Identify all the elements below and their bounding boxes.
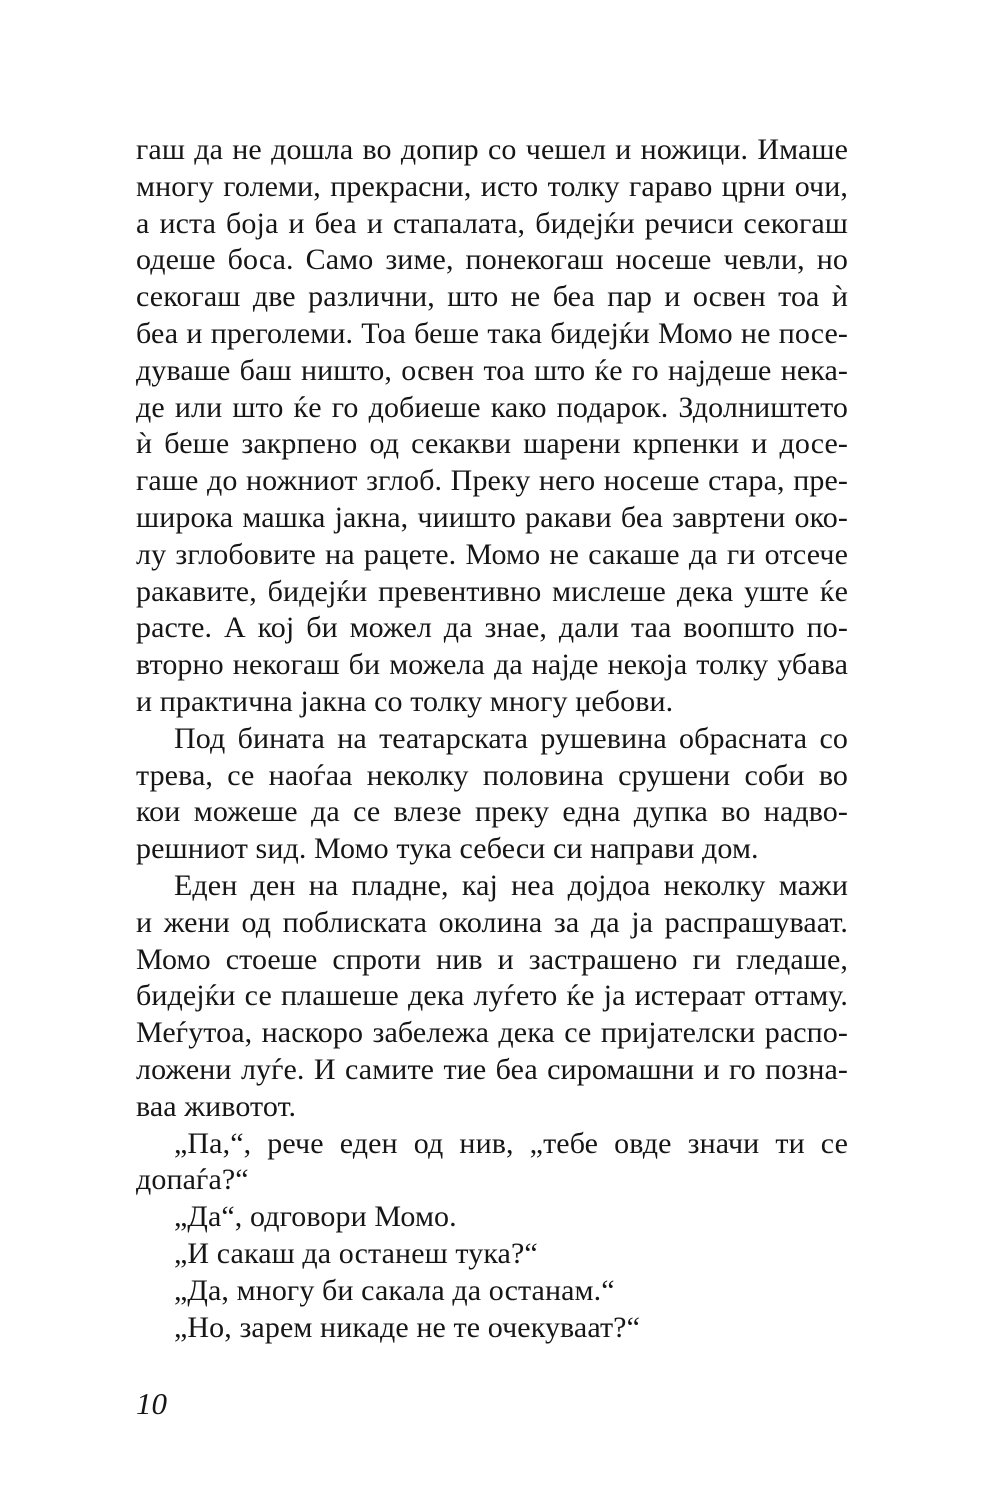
text-line: гаше до ножниот зглоб. Преку него носеше стара, пре- (136, 464, 848, 498)
text-line: ложени луѓе. И самите тие беа сиромашни и го позна- (136, 1052, 848, 1086)
text-line: ѝ беше закрпено од секакви шарени крпенки и досе- (136, 427, 848, 461)
text-line: решниот ѕид. Момо тука себеси си направи дом. (136, 832, 759, 866)
paragraph (136, 132, 848, 721)
text-line: а иста боја и беа и стапалата, бидејќи речиси секогаш (136, 206, 848, 240)
paragraph (136, 721, 848, 868)
text-line: беа и преголеми. Тоа беше така бидејќи Момо не посе- (136, 316, 848, 350)
text-line: „И сакаш да останеш тука?“ (174, 1236, 538, 1270)
text-line: Еден ден на пладне, кај неа дојдоа неколку мажи (174, 868, 848, 902)
text-line: многу големи, прекрасни, исто толку гараво црни очи, (136, 169, 848, 203)
paragraph (136, 1273, 848, 1310)
page-text-block (136, 132, 848, 1346)
text-line: допаѓа?“ (136, 1163, 249, 1197)
text-line: лу зглобовите на рацете. Момо не сакаше да ги отсече (136, 537, 848, 571)
text-line: Меѓутоа, наскоро забележа дека се пријателски распо- (136, 1016, 848, 1050)
text-line: ракавите, бидејќи превентивно мислеше дека уште ќе (136, 574, 848, 608)
text-line: гаш да не дошла во допир со чешел и ножици. Имаше (136, 133, 848, 166)
text-line: секогаш две различни, што не беа пар и освен тоа ѝ (136, 280, 848, 314)
paragraph (136, 1199, 848, 1236)
text-line: Момо стоеше спроти нив и застрашено ги гледаше, (136, 942, 848, 976)
text-line: трева, се наоѓаа неколку половина срушени соби во (136, 758, 848, 792)
text-line: ваа животот. (136, 1089, 297, 1123)
text-line: „Да, многу би сакала да останам.“ (174, 1273, 615, 1307)
text-line: вторно некогаш би можела да најде некоја толку убава (136, 648, 848, 682)
page-number: 10 (136, 1386, 167, 1421)
paragraph (136, 1310, 848, 1347)
text-line: „Па,“, рече еден од нив, „тебе овде значи ти се (174, 1126, 848, 1160)
text-line: и практична јакна со толку многу џебови. (136, 684, 674, 718)
text-line: „Но, зарем никаде не те очекуваат?“ (174, 1310, 641, 1344)
text-line: кои можеше да се влезе преку една дупка во надво- (136, 795, 848, 829)
text-line: и жени од поблиската околина за да ја распрашуваат. (136, 905, 848, 939)
text-line: де или што ќе го добиеше како подарок. Здолништето (136, 390, 848, 424)
text-line: Под бината на театарската рушевина обрасната со (174, 721, 848, 755)
text-line: одеше боса. Само зиме, понекогаш носеше чевли, но (136, 243, 848, 277)
paragraph (136, 1126, 848, 1200)
text-line: бидејќи се плашеше дека луѓето ќе ја истераат оттаму. (136, 979, 848, 1013)
text-line: широка машка јакна, чиишто ракави беа завртени око- (136, 500, 848, 534)
text-line: расте. А кој би можел да знае, дали таа воопшто по- (136, 611, 848, 645)
text-line: „Да“, одговори Момо. (174, 1200, 457, 1234)
text-line: дуваше баш ништо, освен тоа што ќе го најдеше нека- (136, 353, 848, 387)
paragraph (136, 1236, 848, 1273)
paragraph (136, 868, 848, 1126)
